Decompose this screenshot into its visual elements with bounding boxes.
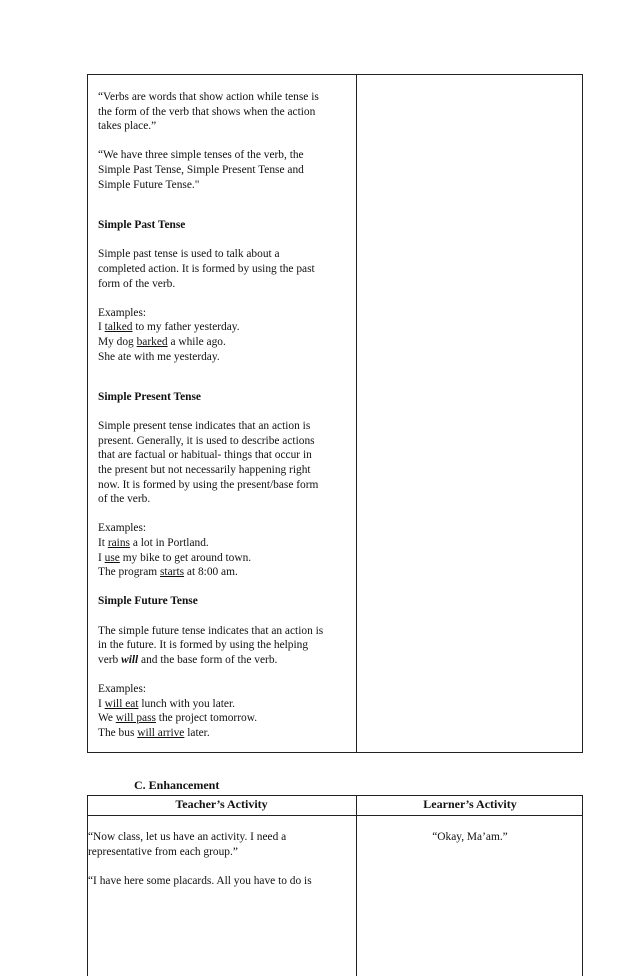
- example-verb: will eat: [104, 697, 139, 710]
- example-verb: talked: [104, 321, 133, 334]
- table-column-divider: [356, 74, 357, 753]
- example-verb: use: [104, 551, 120, 564]
- example-text: my bike to get around town.: [119, 551, 252, 564]
- will-emphasis: will: [121, 653, 139, 666]
- past-desc-line: form of the verb.: [98, 277, 176, 290]
- example-text: to my father yesterday.: [132, 321, 240, 334]
- learner-response: “Okay, Ma’am.”: [432, 831, 508, 843]
- past-desc-line: completed action. It is formed by using the past: [98, 262, 315, 275]
- present-desc-line: present. Generally, it is used to describe actions: [98, 434, 315, 447]
- example-verb: starts: [160, 566, 185, 579]
- present-desc-line: that are factual or habitual- things that occur in: [98, 449, 312, 462]
- three-tenses-line: Simple Past Tense, Simple Present Tense and: [98, 163, 304, 176]
- present-desc-line: the present but not necessarily happening right: [98, 464, 311, 477]
- three-tenses-line: “We have three simple tenses of the verb, the: [98, 149, 304, 162]
- example-sentence: [98, 697, 352, 712]
- future-desc-line: [98, 653, 352, 668]
- past-tense-heading: Simple Past Tense: [98, 219, 186, 232]
- example-verb: will pass: [115, 712, 156, 725]
- example-sentence: [98, 551, 352, 566]
- example-text: I: [98, 321, 105, 334]
- teacher-line: representative from each group.”: [88, 845, 238, 858]
- table-column-divider: [356, 795, 357, 976]
- enhancement-heading: C. Enhancement: [134, 778, 220, 792]
- example-text: The bus: [98, 726, 138, 739]
- present-desc-line: Simple present tense indicates that an action is: [98, 420, 311, 433]
- example-sentence: [98, 711, 352, 726]
- intro-line: takes place.”: [98, 120, 157, 133]
- past-desc-line: Simple past tense is used to talk about a: [98, 248, 280, 261]
- desc-text: and the base form of the verb.: [138, 653, 278, 666]
- example-sentence: She ate with me yesterday.: [98, 350, 220, 363]
- column-header-learner: Learner’s Activity: [423, 797, 517, 811]
- teacher-line: “Now class, let us have an activity. I need a: [88, 831, 287, 843]
- teacher-line: “I have here some placards. All you have to do is: [88, 874, 312, 887]
- examples-label: Examples:: [98, 522, 147, 535]
- present-desc-line: now. It is formed by using the present/base form: [98, 478, 319, 491]
- column-header-teacher: Teacher’s Activity: [175, 797, 268, 811]
- example-sentence: [98, 320, 352, 335]
- intro-line: the form of the verb that shows when the action: [98, 105, 316, 118]
- future-tense-heading: Simple Future Tense: [98, 595, 198, 608]
- example-text: The program: [98, 566, 160, 579]
- teacher-activity-cell: [98, 90, 352, 740]
- desc-text: verb: [98, 653, 122, 666]
- present-desc-line: of the verb.: [98, 493, 151, 506]
- example-text: I: [98, 551, 105, 564]
- example-sentence: [98, 536, 352, 551]
- example-text: It: [98, 537, 108, 550]
- teacher-activity-cell: [88, 830, 350, 888]
- table-header-divider: [87, 815, 583, 816]
- example-text: My dog: [98, 335, 137, 348]
- future-desc-line: in the future. It is formed by using the helping: [98, 639, 309, 652]
- example-verb: will arrive: [137, 726, 185, 739]
- example-text: lunch with you later.: [138, 697, 236, 710]
- example-verb: barked: [136, 335, 168, 348]
- future-desc-line: The simple future tense indicates that an action is: [98, 624, 324, 637]
- example-text: the project tomorrow.: [155, 712, 258, 725]
- examples-label: Examples:: [98, 306, 147, 319]
- example-sentence: [98, 726, 352, 741]
- example-sentence: [98, 335, 352, 350]
- learner-activity-cell: [357, 830, 583, 845]
- example-sentence: [98, 565, 352, 580]
- example-text: a while ago.: [167, 335, 226, 348]
- present-tense-heading: Simple Present Tense: [98, 391, 201, 404]
- examples-label: Examples:: [98, 682, 147, 695]
- example-text: at 8:00 am.: [184, 566, 238, 579]
- example-text: a lot in Portland.: [129, 537, 209, 550]
- example-text: I: [98, 697, 105, 710]
- three-tenses-line: Simple Future Tense.": [98, 178, 200, 191]
- intro-line: “Verbs are words that show action while tense is: [98, 91, 319, 103]
- example-text: We: [98, 712, 116, 725]
- example-verb: rains: [107, 537, 130, 550]
- example-text: later.: [184, 726, 210, 739]
